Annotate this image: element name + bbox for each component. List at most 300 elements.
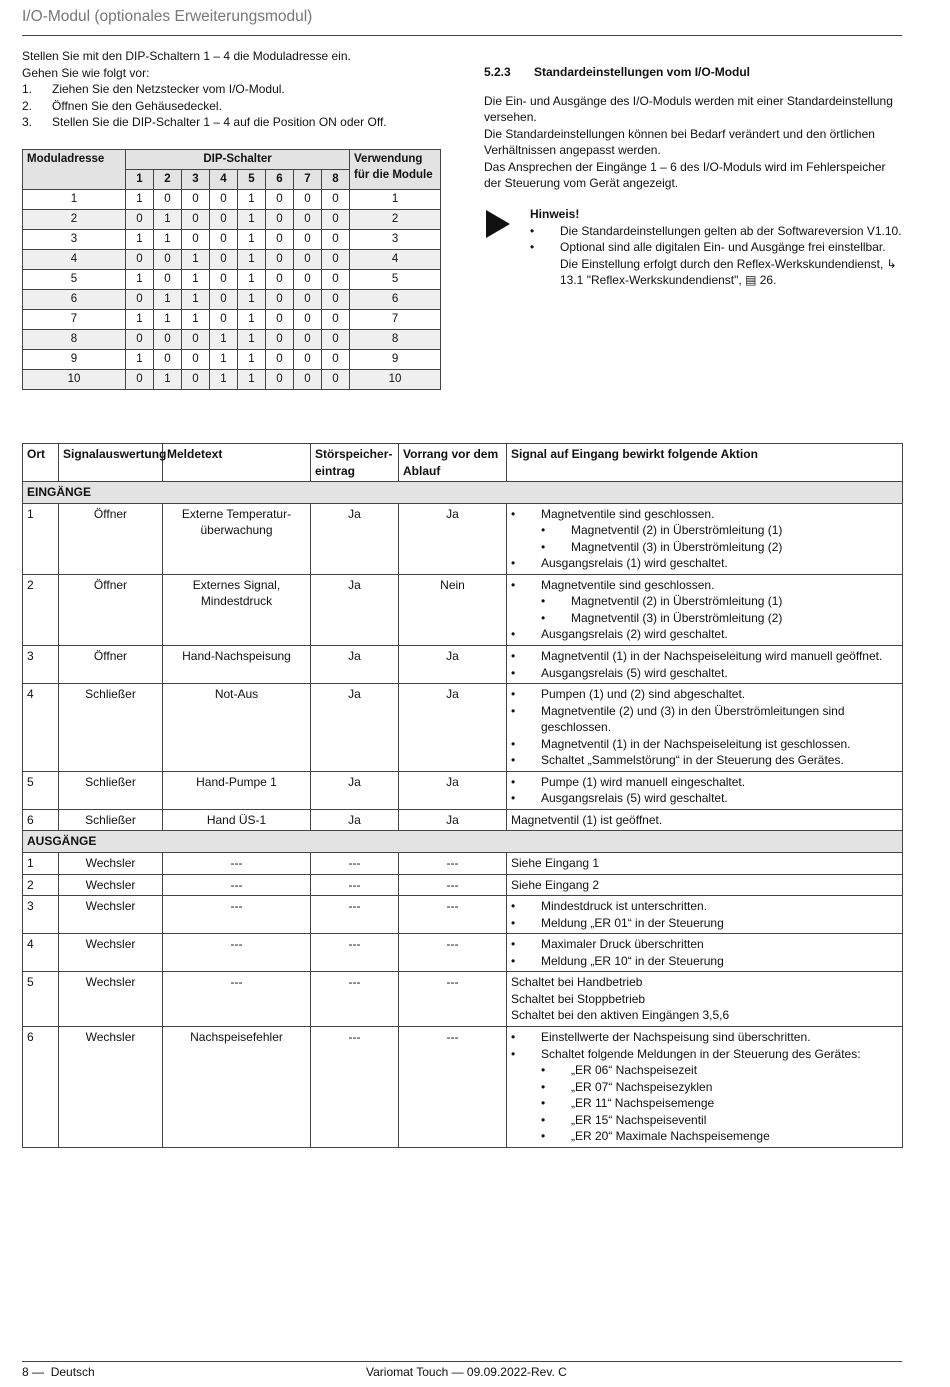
fault-memory-cell: --- — [311, 972, 399, 1027]
message-cell: --- — [163, 853, 311, 875]
bullet: • — [541, 594, 546, 609]
signal-row — [23, 809, 903, 831]
dip-switch-number: 8 — [322, 170, 350, 190]
section-paragraph: Das Ansprechen der Eingänge 1 – 6 des I/O-Moduls wird im Fehlerspeicher der Steuerung vom Gerät angezeigt. — [484, 159, 886, 191]
signal-row — [23, 896, 903, 934]
dip-switch-cell: 0 — [322, 350, 350, 370]
signal-row — [23, 771, 903, 809]
dip-table-row — [23, 210, 441, 230]
inputs-group-label: EINGÄNGE — [23, 482, 903, 504]
step-number: 2. — [22, 98, 33, 113]
dip-table-row — [23, 350, 441, 370]
dip-table-row — [23, 310, 441, 330]
note-text: Die Standardeinstellungen gelten ab der Softwareversion V1.10. — [560, 223, 902, 238]
action-text: Magnetventil (1) in der Nachspeiseleitung wird manuell geöffnet. — [541, 649, 883, 664]
action-text: „ER 15“ Nachspeiseventil — [571, 1112, 707, 1127]
fault-memory-cell: Ja — [311, 684, 399, 772]
action-text: Ausgangsrelais (2) wird geschaltet. — [541, 627, 728, 642]
fault-memory-cell: Ja — [311, 646, 399, 684]
dip-switch-cell: 0 — [322, 190, 350, 210]
dip-switch-cell: 0 — [210, 310, 238, 330]
dip-table-row — [23, 250, 441, 270]
module-use-cell: 3 — [350, 230, 441, 250]
action-line — [511, 703, 898, 736]
page-reference-icon: ▤ — [745, 273, 757, 288]
action-line — [511, 577, 898, 594]
location-cell: 3 — [23, 646, 59, 684]
signal-row — [23, 1026, 903, 1147]
module-address-cell: 8 — [23, 330, 126, 350]
action-cell — [507, 574, 903, 645]
signal-header-location: Ort — [23, 444, 59, 482]
action-cell — [507, 684, 903, 772]
priority-cell: --- — [399, 853, 507, 875]
action-line — [511, 1062, 898, 1079]
fault-memory-cell: --- — [311, 874, 399, 896]
action-cell — [507, 934, 903, 972]
step-item — [22, 81, 462, 98]
signal-row — [23, 503, 903, 574]
action-line — [511, 1112, 898, 1129]
action-line — [511, 506, 898, 523]
dip-switch-number: 6 — [266, 170, 294, 190]
dip-switch-cell: 1 — [210, 330, 238, 350]
dip-switch-cell: 1 — [154, 230, 182, 250]
dip-switch-cell: 1 — [238, 290, 266, 310]
action-line — [511, 555, 898, 572]
bullet: • — [511, 1046, 516, 1061]
dip-switch-cell: 0 — [294, 310, 322, 330]
outputs-group-label: AUSGÄNGE — [23, 831, 903, 853]
action-text: Magnetventil (3) in Überströmleitung (2) — [571, 610, 783, 625]
bullet: • — [511, 899, 516, 914]
signal-row — [23, 684, 903, 772]
dip-header-use: Verwendung für die Module — [350, 150, 441, 190]
dip-switch-cell: 0 — [266, 210, 294, 230]
action-text: Magnetventil (1) in der Nachspeiseleitung ist geschlossen. — [541, 736, 851, 751]
footer-language: Deutsch — [50, 1365, 95, 1379]
priority-cell: --- — [399, 874, 507, 896]
action-line — [511, 774, 898, 791]
action-cell — [507, 503, 903, 574]
header-divider — [22, 35, 902, 36]
dip-table-row — [23, 290, 441, 310]
action-line — [511, 522, 898, 539]
module-address-cell: 3 — [23, 230, 126, 250]
dip-switch-cell: 1 — [238, 370, 266, 390]
action-text: Meldung „ER 10“ in der Steuerung — [541, 953, 724, 968]
module-address-cell: 7 — [23, 310, 126, 330]
location-cell: 6 — [23, 809, 59, 831]
dip-switch-cell: 0 — [294, 350, 322, 370]
action-line — [511, 898, 898, 915]
action-text: Schaltet bei Stoppbetrieb — [511, 991, 646, 1006]
evaluation-cell: Öffner — [59, 503, 163, 574]
dip-switch-cell: 0 — [294, 210, 322, 230]
step-text: Ziehen Sie den Netzstecker vom I/O-Modul. — [52, 82, 285, 97]
dip-switch-cell: 0 — [210, 230, 238, 250]
dip-switch-cell: 0 — [266, 350, 294, 370]
location-cell: 6 — [23, 1026, 59, 1147]
dip-table-row — [23, 270, 441, 290]
evaluation-cell: Wechsler — [59, 1026, 163, 1147]
dip-switch-cell: 0 — [266, 250, 294, 270]
dip-switch-cell: 0 — [210, 190, 238, 210]
dip-switch-cell: 1 — [238, 250, 266, 270]
dip-switch-cell: 0 — [322, 330, 350, 350]
action-cell — [507, 896, 903, 934]
signal-row — [23, 574, 903, 645]
dip-switch-cell: 1 — [238, 350, 266, 370]
evaluation-cell: Wechsler — [59, 934, 163, 972]
inputs-group-row — [23, 482, 903, 504]
action-text: Mindestdruck ist unterschritten. — [541, 899, 708, 914]
bullet: • — [541, 1079, 546, 1094]
evaluation-cell: Wechsler — [59, 874, 163, 896]
bullet: • — [511, 649, 516, 664]
bullet: • — [511, 665, 516, 680]
step-text: Stellen Sie die DIP-Schalter 1 – 4 auf die Position ON oder Off. — [52, 115, 387, 130]
module-use-cell: 6 — [350, 290, 441, 310]
dip-switch-number: 3 — [182, 170, 210, 190]
action-line — [511, 1029, 898, 1046]
fault-memory-cell: --- — [311, 934, 399, 972]
dip-switch-cell: 0 — [266, 310, 294, 330]
fault-memory-cell: Ja — [311, 503, 399, 574]
dip-switch-cell: 1 — [154, 310, 182, 330]
dip-switch-cell: 0 — [266, 330, 294, 350]
fault-memory-cell: --- — [311, 1026, 399, 1147]
message-cell: Hand-Nachspeisung — [163, 646, 311, 684]
action-cell — [507, 853, 903, 875]
dip-switch-number: 5 — [238, 170, 266, 190]
message-cell: Hand ÜS-1 — [163, 809, 311, 831]
bullet: • — [511, 736, 516, 751]
action-text: Schaltet folgende Meldungen in der Steuerung des Gerätes: — [541, 1046, 861, 1061]
dip-switch-cell: 0 — [322, 290, 350, 310]
action-line — [511, 626, 898, 643]
dip-switch-number: 7 — [294, 170, 322, 190]
action-line — [511, 877, 898, 894]
dip-switch-cell: 1 — [210, 350, 238, 370]
location-cell: 5 — [23, 972, 59, 1027]
bullet: • — [541, 1112, 546, 1127]
bullet: • — [541, 610, 546, 625]
dip-switch-cell: 0 — [126, 370, 154, 390]
bullet: • — [541, 1096, 546, 1111]
location-cell: 4 — [23, 934, 59, 972]
intro-line: Stellen Sie mit den DIP-Schaltern 1 – 4 die Moduladresse ein. — [22, 49, 351, 63]
evaluation-cell: Schließer — [59, 684, 163, 772]
dip-table-row — [23, 330, 441, 350]
action-text: Pumpen (1) und (2) sind abgeschaltet. — [541, 687, 746, 702]
dip-switch-cell: 1 — [210, 370, 238, 390]
dip-switch-cell: 1 — [238, 210, 266, 230]
bullet: • — [511, 753, 516, 768]
dip-switch-cell: 0 — [294, 270, 322, 290]
dip-switch-cell: 1 — [126, 350, 154, 370]
dip-switch-cell: 0 — [182, 190, 210, 210]
dip-switch-cell: 0 — [182, 330, 210, 350]
message-cell: Not-Aus — [163, 684, 311, 772]
section-title: Standardeinstellungen vom I/O-Modul — [534, 65, 751, 79]
module-address-cell: 1 — [23, 190, 126, 210]
module-use-cell: 1 — [350, 190, 441, 210]
message-cell: --- — [163, 896, 311, 934]
action-text: „ER 07“ Nachspeisezyklen — [571, 1079, 713, 1094]
message-cell: Nachspeisefehler — [163, 1026, 311, 1147]
signal-header-evaluation: Signalauswertung — [59, 444, 163, 482]
dip-switch-cell: 0 — [294, 370, 322, 390]
intro-instructions — [22, 48, 462, 131]
action-cell — [507, 1026, 903, 1147]
fault-memory-cell: --- — [311, 896, 399, 934]
dip-switch-cell: 0 — [154, 270, 182, 290]
action-line — [511, 752, 898, 769]
step-text: Öffnen Sie den Gehäusedeckel. — [52, 98, 222, 113]
dip-switch-number: 2 — [154, 170, 182, 190]
action-text: Magnetventil (3) in Überströmleitung (2) — [571, 539, 783, 554]
action-line — [511, 1128, 898, 1145]
dip-switch-cell: 0 — [294, 190, 322, 210]
priority-cell: Ja — [399, 771, 507, 809]
evaluation-cell: Wechsler — [59, 896, 163, 934]
dip-switch-cell: 0 — [294, 290, 322, 310]
action-line — [511, 790, 898, 807]
action-cell — [507, 646, 903, 684]
action-text: Schaltet „Sammelstörung“ in der Steuerung des Gerätes. — [541, 753, 844, 768]
module-address-cell: 9 — [23, 350, 126, 370]
priority-cell: --- — [399, 896, 507, 934]
dip-switch-cell: 0 — [322, 210, 350, 230]
location-cell: 2 — [23, 874, 59, 896]
module-use-cell: 9 — [350, 350, 441, 370]
action-text: Meldung „ER 01“ in der Steuerung — [541, 915, 724, 930]
dip-switch-cell: 1 — [154, 290, 182, 310]
dip-switch-cell: 0 — [154, 250, 182, 270]
dip-switch-cell: 0 — [322, 230, 350, 250]
action-text: Siehe Eingang 1 — [511, 856, 600, 871]
action-line — [511, 736, 898, 753]
action-line — [511, 1079, 898, 1096]
bullet: • — [511, 687, 516, 702]
section-paragraph: Die Ein- und Ausgänge des I/O-Moduls werden mit einer Standardeinstellung versehen. — [484, 93, 893, 125]
section-paragraph: Die Standardeinstellungen können bei Bedarf verändert und den örtlichen Verhältnissen angepasst werden. — [484, 126, 875, 158]
action-line — [511, 1046, 898, 1063]
dip-switch-cell: 0 — [126, 330, 154, 350]
section-standard-settings — [484, 64, 904, 192]
module-use-cell: 8 — [350, 330, 441, 350]
dip-switch-cell: 0 — [126, 210, 154, 230]
dip-switch-cell: 0 — [154, 350, 182, 370]
dip-switch-cell: 0 — [266, 270, 294, 290]
action-text: Ausgangsrelais (5) wird geschaltet. — [541, 665, 728, 680]
location-cell: 4 — [23, 684, 59, 772]
dip-switch-cell: 1 — [126, 310, 154, 330]
action-line — [511, 593, 898, 610]
priority-cell: Ja — [399, 684, 507, 772]
dip-switch-cell: 0 — [154, 190, 182, 210]
action-line — [511, 915, 898, 932]
module-use-cell: 2 — [350, 210, 441, 230]
action-text: Magnetventil (1) ist geöffnet. — [511, 812, 663, 827]
dip-switch-cell: 0 — [322, 270, 350, 290]
dip-switch-cell: 1 — [154, 370, 182, 390]
action-text: Pumpe (1) wird manuell eingeschaltet. — [541, 774, 746, 789]
bullet: • — [541, 1129, 546, 1144]
cross-reference-link[interactable]: 13.1 "Reflex-Werkskundendienst", — [560, 273, 746, 288]
section-number: 5.2.3 — [484, 65, 511, 79]
action-text: Ausgangsrelais (1) wird geschaltet. — [541, 556, 728, 571]
dip-switch-cell: 1 — [238, 270, 266, 290]
module-use-cell: 10 — [350, 370, 441, 390]
dip-switch-cell: 0 — [126, 250, 154, 270]
dip-switch-cell: 0 — [210, 270, 238, 290]
action-text: „ER 06“ Nachspeisezeit — [571, 1063, 698, 1078]
action-line — [511, 610, 898, 627]
dip-table-row — [23, 370, 441, 390]
signal-header-priority: Vorrang vor dem Ablauf — [399, 444, 507, 482]
dip-switch-cell: 0 — [322, 250, 350, 270]
evaluation-cell: Wechsler — [59, 853, 163, 875]
action-line — [511, 539, 898, 556]
action-text: Magnetventil (2) in Überströmleitung (1) — [571, 594, 783, 609]
dip-switch-table — [22, 149, 441, 390]
evaluation-cell: Öffner — [59, 574, 163, 645]
evaluation-cell: Schließer — [59, 809, 163, 831]
dip-switch-cell: 1 — [154, 210, 182, 230]
action-text: „ER 11“ Nachspeisemenge — [571, 1096, 715, 1111]
message-cell: Externes Signal, Mindestdruck — [163, 574, 311, 645]
fault-memory-cell: --- — [311, 853, 399, 875]
action-line — [511, 648, 898, 665]
dip-header-switches: DIP-Schalter — [126, 150, 350, 170]
module-use-cell: 4 — [350, 250, 441, 270]
bullet: • — [511, 937, 516, 952]
dip-switch-cell: 0 — [322, 370, 350, 390]
bullet: • — [511, 953, 516, 968]
priority-cell: --- — [399, 1026, 507, 1147]
action-cell — [507, 809, 903, 831]
action-text: Ausgangsrelais (5) wird geschaltet. — [541, 791, 728, 806]
dip-switch-cell: 1 — [182, 290, 210, 310]
action-text: Schaltet bei Handbetrieb — [511, 975, 643, 990]
action-text: Magnetventil (2) in Überströmleitung (1) — [571, 523, 783, 538]
bullet: • — [511, 703, 516, 718]
dip-switch-cell: 1 — [182, 270, 210, 290]
signal-row — [23, 853, 903, 875]
signal-header-action: Signal auf Eingang bewirkt folgende Aktion — [507, 444, 903, 482]
action-line — [511, 665, 898, 682]
step-number: 1. — [22, 82, 33, 97]
location-cell: 2 — [23, 574, 59, 645]
dip-switch-cell: 0 — [322, 310, 350, 330]
message-cell: --- — [163, 874, 311, 896]
dip-switch-cell: 1 — [182, 250, 210, 270]
action-line — [511, 686, 898, 703]
action-text: Schaltet bei den aktiven Eingängen 3,5,6 — [511, 1008, 730, 1023]
priority-cell: Ja — [399, 809, 507, 831]
module-address-cell: 2 — [23, 210, 126, 230]
dip-switch-number: 4 — [210, 170, 238, 190]
action-cell — [507, 771, 903, 809]
priority-cell: Ja — [399, 503, 507, 574]
dip-switch-cell: 0 — [266, 290, 294, 310]
priority-cell: --- — [399, 972, 507, 1027]
priority-cell: Ja — [399, 646, 507, 684]
dip-switch-cell: 0 — [294, 330, 322, 350]
evaluation-cell: Öffner — [59, 646, 163, 684]
note-arrow-icon — [486, 210, 510, 238]
priority-cell: Nein — [399, 574, 507, 645]
action-text: Magnetventile sind geschlossen. — [541, 506, 715, 521]
bullet: • — [511, 506, 516, 521]
action-text: Magnetventile sind geschlossen. — [541, 577, 715, 592]
dip-switch-cell: 1 — [238, 190, 266, 210]
message-cell: --- — [163, 972, 311, 1027]
dip-switch-cell: 0 — [210, 250, 238, 270]
action-cell — [507, 972, 903, 1027]
message-cell: Externe Temperatur-überwachung — [163, 503, 311, 574]
bullet: • — [511, 915, 516, 930]
action-text: Einstellwerte der Nachspeisung sind überschritten. — [541, 1029, 811, 1044]
action-line — [511, 855, 898, 872]
dip-switch-cell: 1 — [126, 270, 154, 290]
dip-switch-cell: 0 — [266, 190, 294, 210]
bullet: • — [511, 556, 516, 571]
dip-switch-cell: 1 — [126, 230, 154, 250]
dip-switch-number: 1 — [126, 170, 154, 190]
location-cell: 1 — [23, 503, 59, 574]
signal-row — [23, 646, 903, 684]
cross-reference-icon: ↳ — [886, 256, 897, 271]
evaluation-cell: Wechsler — [59, 972, 163, 1027]
module-address-cell: 5 — [23, 270, 126, 290]
signal-row — [23, 934, 903, 972]
bullet: • — [511, 774, 516, 789]
action-text: „ER 20“ Maximale Nachspeisemenge — [571, 1129, 770, 1144]
action-line — [511, 812, 898, 829]
action-text: Maximaler Druck überschritten — [541, 937, 704, 952]
action-text: Magnetventile (2) und (3) in den Überströmleitungen sind geschlossen. — [541, 703, 845, 735]
dip-switch-cell: 1 — [182, 310, 210, 330]
action-text: Siehe Eingang 2 — [511, 877, 600, 892]
signal-row — [23, 972, 903, 1027]
message-cell: --- — [163, 934, 311, 972]
bullet: • — [541, 523, 546, 538]
signal-table — [22, 443, 903, 1148]
dip-switch-cell: 0 — [154, 330, 182, 350]
action-line — [511, 974, 898, 991]
dip-switch-cell: 0 — [266, 230, 294, 250]
step-item — [22, 114, 462, 131]
dip-switch-cell: 0 — [210, 210, 238, 230]
action-line — [511, 1095, 898, 1112]
dip-switch-cell: 0 — [126, 290, 154, 310]
signal-row — [23, 874, 903, 896]
note-box — [484, 206, 904, 289]
section-heading — [484, 64, 904, 81]
bullet: • — [511, 577, 516, 592]
dip-table-row — [23, 190, 441, 210]
message-cell: Hand-Pumpe 1 — [163, 771, 311, 809]
bullet: • — [541, 1063, 546, 1078]
intro-line: Gehen Sie wie folgt vor: — [22, 65, 150, 80]
dip-table-row — [23, 230, 441, 250]
note-title: Hinweis! — [530, 207, 580, 221]
footer-document: Variomat Touch — 09.09.2022-Rev. C — [366, 1365, 567, 1379]
dip-switch-cell: 0 — [182, 350, 210, 370]
